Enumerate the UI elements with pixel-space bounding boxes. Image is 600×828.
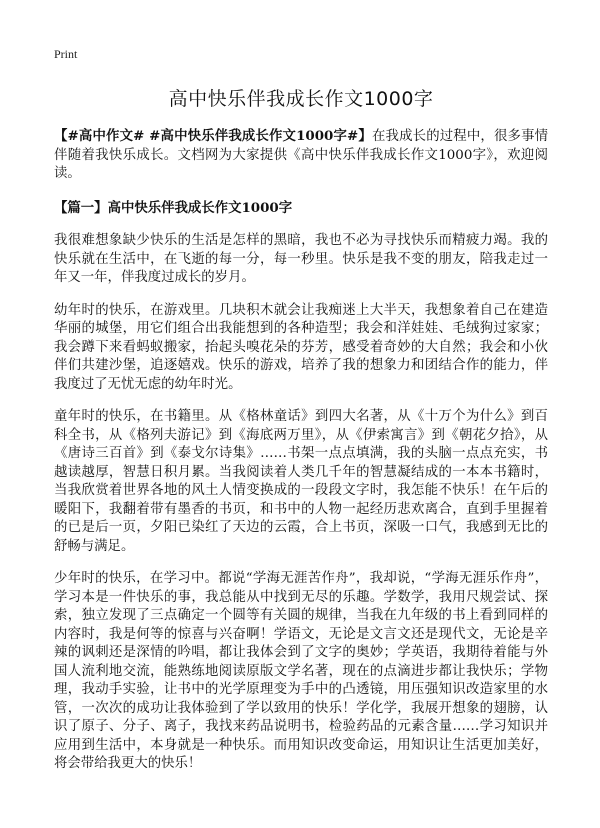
section-heading-bracket: 【篇一】 <box>54 199 108 216</box>
print-link[interactable]: Print <box>54 47 78 61</box>
body-paragraph-1: 我很难想象缺少快乐的生活是怎样的黑暗，我也不必为寻找快乐而精疲力竭。我的快乐就在生活中，在飞逝的每一分，每一秒里。快乐是我不变的朋友，陪我走过一年又一年，伴我度过成长的岁月。 <box>54 233 548 285</box>
intro-tag: 【#高中作文# #高中快乐伴我成长作文1000字#】 <box>54 128 372 144</box>
document-title: 高中快乐伴我成长作文1000字 <box>168 88 434 110</box>
intro-paragraph <box>54 127 548 184</box>
section-heading <box>54 199 548 218</box>
section-heading-text: 高中快乐伴我成长作文1000字 <box>107 199 293 216</box>
intro-text: 在我成长的过程中，很多事情伴随着我快乐成长。文档网为大家提供《高中快乐伴我成长作文1000字》，欢迎阅读。 <box>54 129 549 181</box>
body-paragraph-3: 童年时的快乐，在书籍里。从《格林童话》到四大名著，从《十万个为什么》到百科全书，从《格列夫游记》到《海底两万里》，从《伊索寓言》到《朝花夕拾》，从《唐诗三百首》到《泰戈尔诗集》……书架一点点填满，我的头脑一点点充实，书越读越厚，智慧日积月累。当我阅读着人类几千年的智慧凝结成的一本本书籍时，当我欣赏着世界各地的风土人情变换成的一段段文字时，我怎能不快乐！在午后的暖阳下，我翻着带有墨香的书页，和书中的人物一起经历悲欢离合，直到手里握着的已是后一页，夕阳已染红了天边的云霞，合上书页，深吸一口气，我感到无比的舒畅与满足。 <box>54 409 548 554</box>
body-paragraph-2: 幼年时的快乐，在游戏里。几块积木就会让我痴迷上大半天，我想象着自己在建造华丽的城堡，用它们组合出我能想到的各种造型；我会和洋娃娃、毛绒狗过家家；我会蹲下来看蚂蚁搬家，抬起头嗅花朵的芬芳，感受着奇妙的大自然；我会和小伙伴们共建沙堡，追逐嬉戏。快乐的游戏，培养了我的想象力和团结合作的能力，伴我度过了无忧无虑的幼年时光。 <box>54 302 548 392</box>
body-paragraph-4: 少年时的快乐，在学习中。都说“学海无涯苦作舟”，我却说，“学海无涯乐作舟”，学习本是一件快乐的事，我总能从中找到无尽的乐趣。学数学，我用尺规尝试、探索，独立发现了三点确定一个圆等有关圆的规律，当我在九年级的书上看到同样的内容时，我是何等的惊喜与兴奋啊！学语文，无论是文言文还是现代文，无论是辛辣的讽刺还是深情的吟唱，都让我体会到了文字的奥妙；学英语，我期待着能与外国人流利地交流，能熟练地阅读原版文学名著，现在的点滴进步都让我快乐；学物理，我动手实验，让书中的光学原理变为手中的凸透镜，用压强知识改造家里的水管，一次次的成功让我体验到了学以致用的快乐！学化学，我展开想象的翅膀，认识了原子、分子、离子，我找来药品说明书，检验药品的元素含量……学习知识并应用到生活中，本身就是一种快乐。而用知识改变命运，用知识让生活更加美好，将会带给我更大的快乐！ <box>54 571 548 771</box>
